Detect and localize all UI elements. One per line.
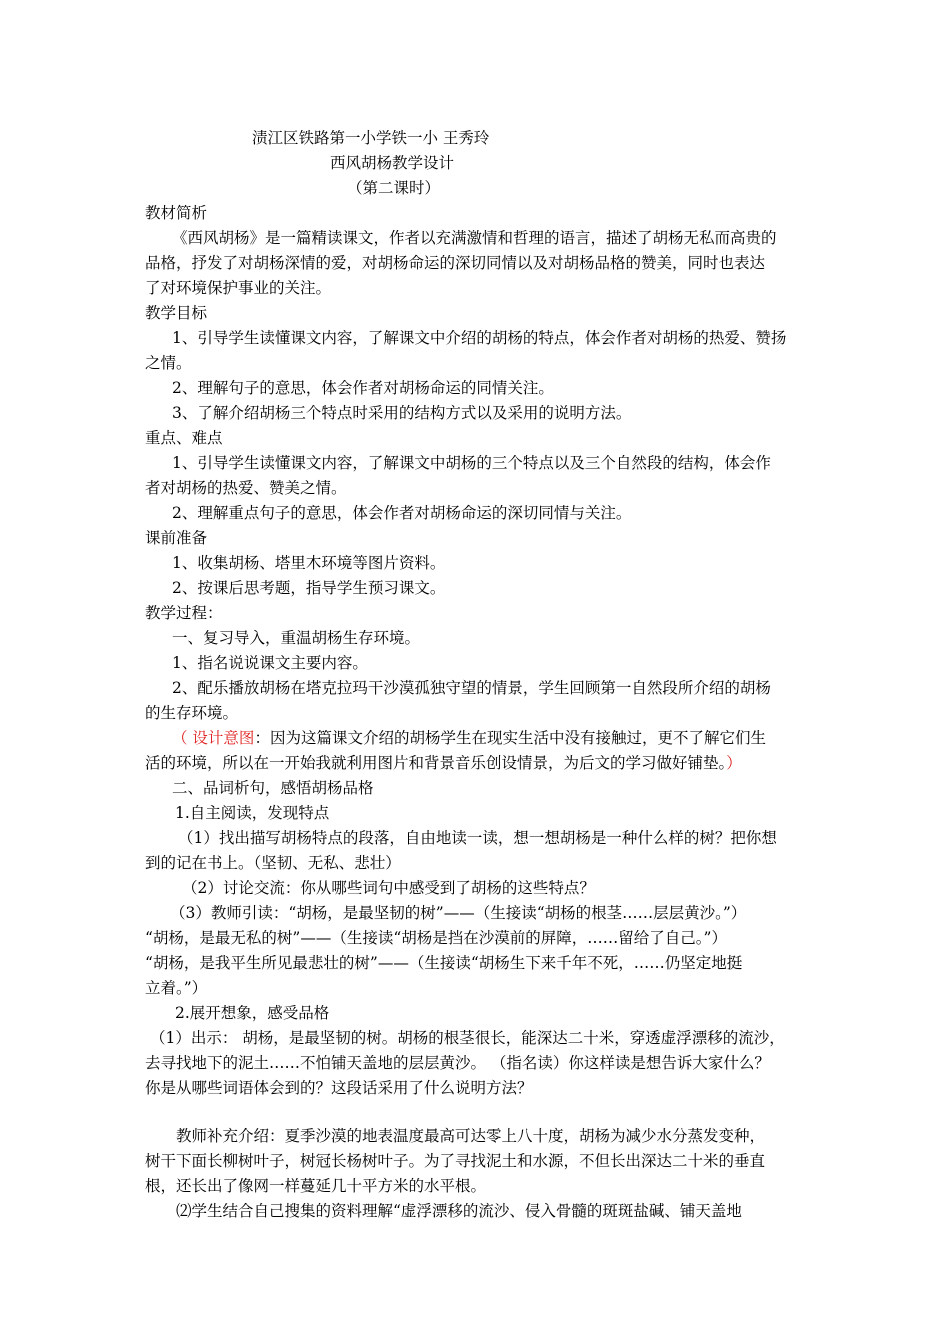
paragraph-line: 《西风胡杨》是一篇精读课文，作者以充满激情和哲理的语言，描述了胡杨无私而高贵的	[172, 229, 777, 247]
process-step: 一、复习导入，重温胡杨生存环境。	[172, 629, 421, 647]
process-substep: 1.自主阅读，发现特点	[175, 804, 330, 822]
preparation-item: 2、按课后思考题，指导学生预习课文。	[172, 579, 446, 597]
teacher-supplement: 根，还长出了像网一样蔓延几十平方米的水平根。	[145, 1177, 487, 1195]
teacher-supplement: 树干下面长柳树叶子，树冠长杨树叶子。为了寻找泥土和水源，不但长出深达二十米的垂直	[145, 1152, 766, 1170]
goal-item: 2、理解句子的意思，体会作者对胡杨命运的同情关注。	[172, 379, 554, 397]
teacher-supplement: 教师补充介绍：夏季沙漠的地表温度最高可达零上八十度，胡杨为减少水分蒸发变种，	[176, 1127, 766, 1145]
process-step: 二、品词析句，感悟胡杨品格	[172, 779, 374, 797]
key-point-item: 1、引导学生读懂课文内容，了解课文中胡杨的三个特点以及三个自然段的结构，体会作	[172, 454, 771, 472]
paragraph-line: 了对环境保护事业的关注。	[145, 279, 332, 297]
process-substep: 到的记在书上。（坚韧、无私、悲壮）	[145, 854, 401, 872]
goal-item: 1、引导学生读懂课文内容，了解课文中介绍的胡杨的特点，体会作者对胡杨的热爱、赞扬	[172, 329, 787, 347]
goal-item: 3、了解介绍胡杨三个特点时采用的结构方式以及采用的说明方法。	[172, 404, 632, 422]
section-heading-key-points: 重点、难点	[145, 429, 223, 447]
design-intent-text: 活的环境，所以在一开始我就利用图片和背景音乐创设情景，为后文的学习做好铺垫。	[145, 754, 727, 772]
section-heading-goals: 教学目标	[145, 304, 208, 322]
section-heading-materials: 教材简析	[145, 204, 208, 222]
process-step: 2、配乐播放胡杨在塔克拉玛干沙漠孤独守望的情景，学生回顾第一自然段所介绍的胡杨	[172, 679, 771, 697]
process-substep: ⑵学生结合自己搜集的资料理解“虚浮漂移的流沙、侵入骨髓的斑斑盐碱、铺天盖地	[176, 1202, 742, 1220]
design-intent-text: ：因为这篇课文介绍的胡杨学生在现实生活中没有接触过，更不了解它们生	[254, 729, 766, 747]
design-intent-label: （ 设计意图	[172, 729, 255, 747]
key-point-item: 2、理解重点句子的意思，体会作者对胡杨命运的深切同情与关注。	[172, 504, 632, 522]
design-intent-close: ）	[726, 754, 742, 772]
process-substep: “胡杨，是最无私的树”——（生接读“胡杨是挡在沙漠前的屏障，……留给了自己。”）	[145, 929, 727, 947]
key-point-item: 者对胡杨的热爱、赞美之情。	[145, 479, 347, 497]
process-substep: 2.展开想象，感受品格	[175, 1004, 330, 1022]
process-step: 1、指名说说课文主要内容。	[172, 654, 368, 672]
process-substep: （2）讨论交流：你从哪些词句中感受到了胡杨的这些特点？	[182, 879, 595, 897]
process-substep: 你是从哪些词语体会到的？这段话采用了什么说明方法？	[145, 1079, 533, 1097]
section-heading-process: 教学过程：	[145, 604, 223, 622]
process-substep: 立着。”）	[145, 979, 208, 997]
process-substep: （3）教师引读：“胡杨，是最坚韧的树”——（生接读“胡杨的根茎……层层黄沙。”）	[170, 904, 747, 922]
process-substep: “胡杨，是我平生所见最悲壮的树”——（生接读“胡杨生下来千年不死，……仍坚定地挺	[145, 954, 743, 972]
author-line: 渍江区铁路第一小学铁一小 王秀玲	[252, 129, 490, 147]
document-title: 西风胡杨教学设计	[330, 154, 455, 172]
section-heading-preparation: 课前准备	[145, 529, 208, 547]
process-substep: 去寻找地下的泥土……不怕铺天盖地的层层黄沙。 （指名读）你这样读是想告诉大家什么？	[145, 1054, 770, 1072]
paragraph-line: 品格，抒发了对胡杨深情的爱，对胡杨命运的深切同情以及对胡杨品格的赞美，同时也表达	[145, 254, 766, 272]
lesson-period: （第二课时）	[347, 179, 441, 197]
preparation-item: 1、收集胡杨、塔里木环境等图片资料。	[172, 554, 446, 572]
process-substep: （1）找出描写胡杨特点的段落，自由地读一读，想一想胡杨是一种什么样的树？把你想	[178, 829, 777, 847]
process-step: 的生存环境。	[145, 704, 239, 722]
design-intent-line	[145, 753, 742, 773]
process-substep: （1）出示： 胡杨，是最坚韧的树。胡杨的根茎很长，能深达二十米，穿透虚浮漂移的流沙，	[150, 1029, 785, 1047]
design-intent-line	[172, 728, 766, 748]
goal-item: 之情。	[145, 354, 192, 372]
